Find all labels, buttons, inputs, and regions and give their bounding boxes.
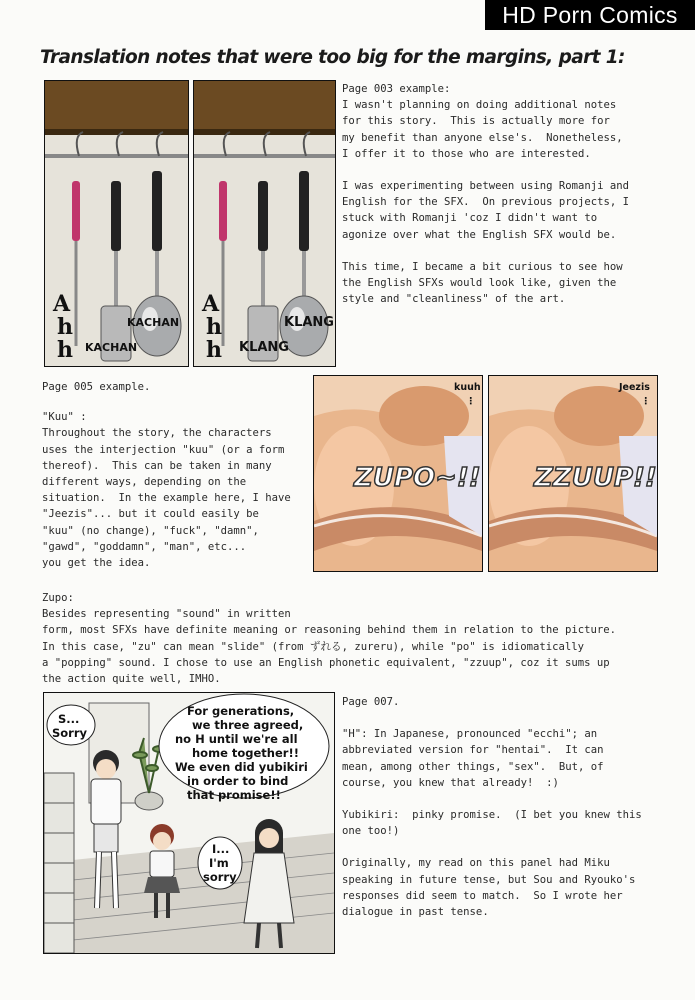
ahh-2: h [57,314,73,340]
note-005-heading: Page 005 example. [42,381,151,393]
kuu-text: Throughout the story, the characters uses the interjection "kuu" (or a form thereof). This can be taken in many different ways, depending on the situation. In the example here, I have "Jeezis"... but it could easily be "kuu" (no change), "fuck", "damn", "gawd", "goddamn", "man", etc... you get the idea. [42,427,291,570]
note-003-para-1: I wasn't planning on doing additional notes for this story. This is actually more for my benefit than anyone else's. Nonetheless, I offer it to those who are interested. [342,99,623,160]
kuu-heading: "Kuu" : [42,411,87,424]
page-title: Translation notes that were too big for the margins, part 1: [40,47,625,68]
note-007-heading: Page 007. [342,696,400,708]
panel-005-zupo [313,375,483,572]
bubble-im-sorry-3: sorry [203,870,237,884]
label-kuuh: kuuh [454,382,481,393]
note-page-007 [342,694,687,920]
note-003-para-3: This time, I became a bit curious to see how the English SFXs would look like, given the style and "cleanliness" of the art. [342,260,623,306]
bubble-main-5: We even did yubikiri [175,760,308,774]
note-007-para-1: "H": In Japanese, pronounced "ecchi"; an abbreviated version for "hentai". It can mean, among other things, "sex". But, of course, you knew that already! :) [342,728,604,789]
zupo-text: Besides representing "sound" in written form, most SFXs have definite meaning or reasoning behind them in relation to the picture. In this case, "zu" can mean "slide" (from ずれる, zureru), while "po" is idiomatically a "popping" sound. I chose to use an English phonetic equivalent, "zzuup", coz it sums up the action quite well, IMHO. [42,608,617,686]
bubble-main-4: home together!! [192,746,299,760]
panel-007-yubikiri [43,692,335,954]
bubble-main-1: For generations, [187,704,295,718]
note-page-003 [342,81,682,307]
label-jeezis: Jeezis [619,382,650,393]
note-003-para-2: I was experimenting between using Romanji and English for the SFX. On previous projects, I stuck with Romanji 'coz I didn't want to agonize over what the English SFX would be. [342,180,630,241]
note-007-para-3: Originally, my read on this panel had Miku speaking in future tense, but Sou and Ryouko's responses did seem to match. So I wrote her dialogue in past tense. [342,857,636,919]
note-page-005 [42,379,312,571]
panel-005-zzuup [488,375,658,572]
bubble-im-sorry-1: I... [212,842,230,856]
sfx-kachan-2: KACHAN [85,341,138,354]
zupo-heading: Zupo: [42,592,74,604]
ahh-1: A [202,291,220,317]
note-003-heading: Page 003 example: [342,83,451,95]
sfx-zupo: ZUPO~!! [354,463,481,493]
ahh-3: h [57,337,73,363]
sfx-kachan-1: KACHAN [127,316,180,329]
note-zupo [42,590,682,687]
svg-text:⋮: ⋮ [466,396,476,407]
panel-003-kachan [44,80,189,367]
bubble-sorry-1: S... [58,712,80,726]
bubble-sorry-2: Sorry [52,726,88,740]
bubble-main-7: that promise!! [187,788,281,802]
site-watermark: HD Porn Comics [485,0,695,30]
note-007-para-2: Yubikiri: pinky promise. (I bet you knew this one too!) [342,809,642,838]
bubble-main-3: no H until we're all [175,732,298,746]
ahh-1: A [53,291,71,317]
svg-text:⋮: ⋮ [641,396,651,407]
ahh-3: h [206,337,222,363]
bubble-main-2: we three agreed, [192,718,304,732]
sfx-zzuup: ZZUUP!! [534,463,657,493]
ahh-2: h [206,314,222,340]
bubble-im-sorry-2: I'm [209,856,229,870]
sfx-klang-2: KLANG [239,340,289,355]
panel-003-klang [193,80,336,367]
sfx-klang-1: KLANG [284,315,334,330]
bubble-main-6: in order to bind [187,774,289,788]
